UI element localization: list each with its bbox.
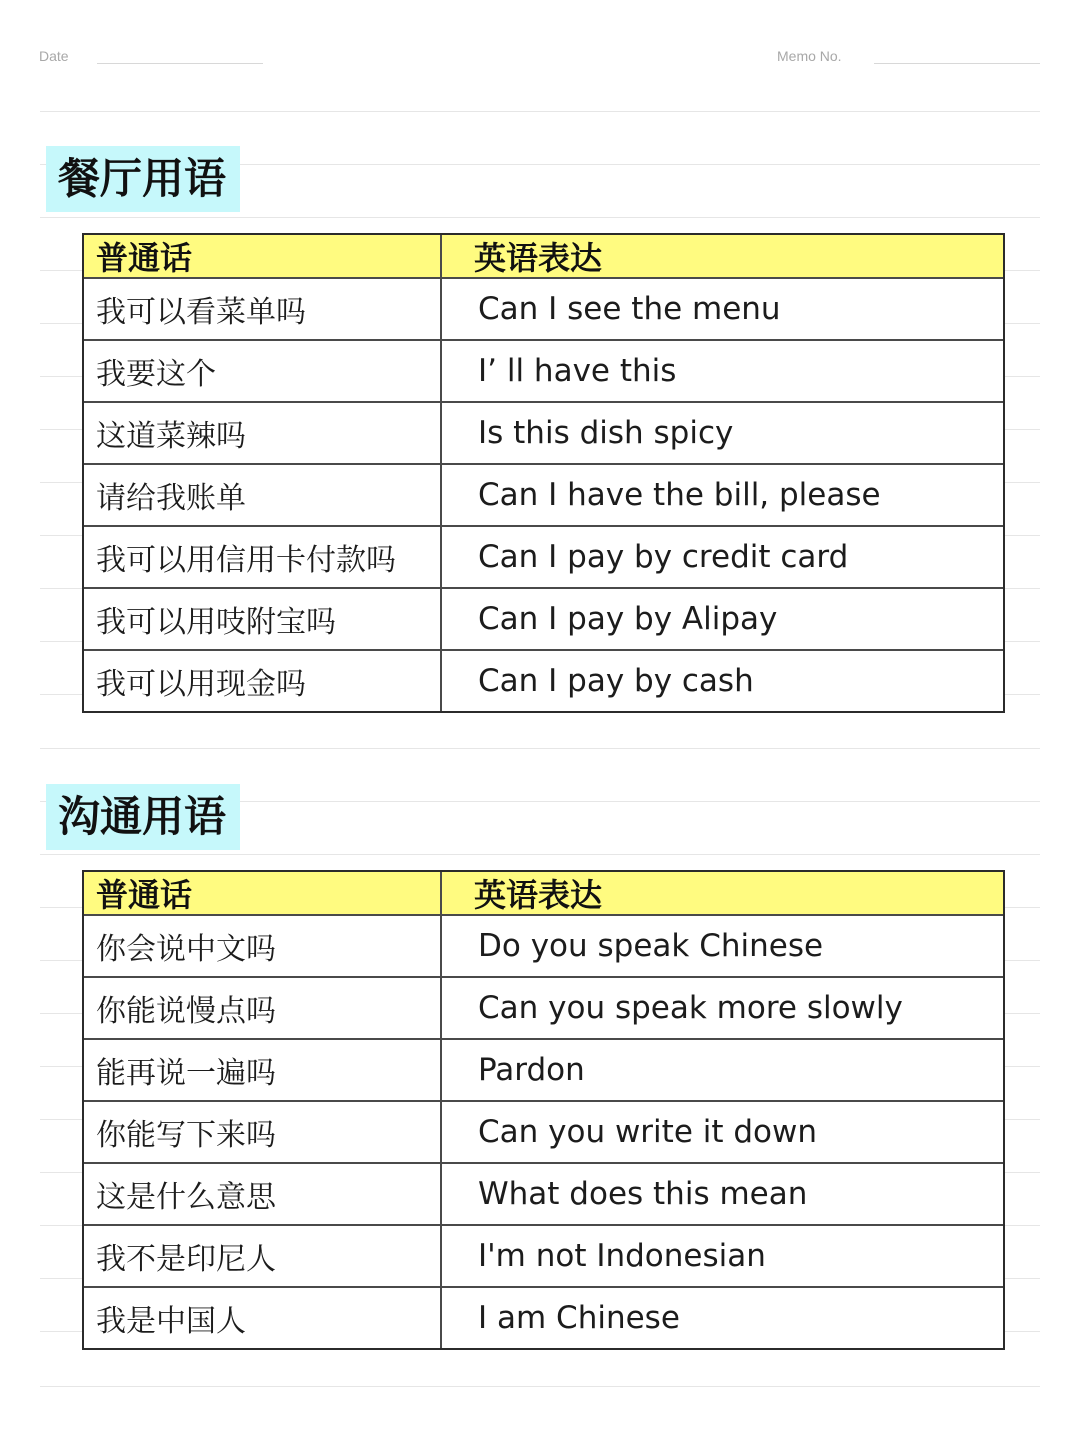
ruled-line	[1005, 429, 1040, 430]
mandarin-cell: 我可以看菜单吗	[84, 279, 442, 339]
table-row	[84, 339, 1003, 401]
table-row	[84, 914, 1003, 976]
ruled-line	[1005, 1278, 1040, 1279]
ruled-line	[1005, 588, 1040, 589]
mandarin-cell: 你能说慢点吗	[84, 978, 442, 1038]
ruled-line	[40, 1119, 82, 1120]
ruled-line	[1005, 907, 1040, 908]
ruled-line	[40, 535, 82, 536]
ruled-line	[1005, 535, 1040, 536]
table-row	[84, 1162, 1003, 1224]
table-row	[84, 1100, 1003, 1162]
english-cell: Can I have the bill, please	[478, 477, 881, 513]
ruled-line	[1005, 641, 1040, 642]
ruled-line	[1005, 694, 1040, 695]
mandarin-cell: 我可以用信用卡付款吗	[84, 527, 442, 587]
ruled-line	[1005, 960, 1040, 961]
mandarin-cell: 你会说中文吗	[84, 916, 442, 976]
ruled-line	[40, 1278, 82, 1279]
english-cell: Do you speak Chinese	[478, 928, 824, 964]
table-row	[84, 401, 1003, 463]
mandarin-cell: 我是中国人	[84, 1288, 442, 1348]
ruled-line	[1005, 1225, 1040, 1226]
english-cell: Can I see the menu	[478, 291, 781, 327]
memo-line	[874, 63, 1040, 64]
ruled-line	[40, 217, 1040, 218]
ruled-line	[40, 641, 82, 642]
column-header-english: 英语表达	[474, 876, 603, 914]
ruled-line	[1005, 376, 1040, 377]
table-row	[84, 1224, 1003, 1286]
english-cell: Can I pay by cash	[478, 663, 754, 699]
ruled-line	[1005, 482, 1040, 483]
ruled-line	[40, 854, 1040, 855]
mandarin-cell: 这是什么意思	[84, 1164, 442, 1224]
ruled-line	[40, 429, 82, 430]
table-row	[84, 463, 1003, 525]
english-cell: Can you write it down	[478, 1114, 818, 1150]
date-label: Date	[39, 48, 69, 64]
ruled-line	[40, 111, 1040, 112]
ruled-line	[40, 270, 82, 271]
mandarin-cell: 我可以用吱附宝吗	[84, 589, 442, 649]
table-row	[84, 277, 1003, 339]
english-cell: I'm not Indonesian	[478, 1238, 766, 1274]
english-cell: What does this mean	[478, 1176, 808, 1212]
english-cell: Is this dish spicy	[478, 415, 734, 451]
column-header-mandarin: 普通话	[84, 872, 442, 914]
ruled-line	[40, 323, 82, 324]
mandarin-cell: 我可以用现金吗	[84, 651, 442, 711]
section-title-communication: 沟通用语	[46, 784, 240, 850]
table-row	[84, 976, 1003, 1038]
mandarin-cell: 你能写下来吗	[84, 1102, 442, 1162]
english-cell: I am Chinese	[478, 1300, 680, 1336]
mandarin-cell: 这道菜辣吗	[84, 403, 442, 463]
restaurant-phrases-table	[82, 233, 1005, 713]
ruled-line	[40, 694, 82, 695]
ruled-line	[1005, 270, 1040, 271]
english-cell: Can I pay by credit card	[478, 539, 849, 575]
ruled-line	[1005, 1013, 1040, 1014]
ruled-line	[40, 376, 82, 377]
ruled-line	[1005, 1331, 1040, 1332]
ruled-line	[40, 1331, 82, 1332]
column-header-english: 英语表达	[474, 239, 603, 277]
ruled-line	[1005, 1172, 1040, 1173]
ruled-line	[40, 482, 82, 483]
table-row	[84, 1038, 1003, 1100]
mandarin-cell: 我要这个	[84, 341, 442, 401]
ruled-line	[40, 1386, 1040, 1387]
ruled-line	[40, 907, 82, 908]
ruled-line	[1005, 323, 1040, 324]
date-line	[97, 63, 263, 64]
table-row	[84, 587, 1003, 649]
table-header-row	[84, 872, 1003, 914]
mandarin-cell: 请给我账单	[84, 465, 442, 525]
ruled-line	[40, 960, 82, 961]
ruled-line	[40, 1225, 82, 1226]
english-cell: Can I pay by Alipay	[478, 601, 778, 637]
section-title-restaurant: 餐厅用语	[46, 146, 240, 212]
english-cell: Pardon	[478, 1052, 585, 1088]
memo-label: Memo No.	[777, 48, 842, 64]
table-row	[84, 1286, 1003, 1348]
ruled-line	[40, 748, 1040, 749]
ruled-line	[1005, 1119, 1040, 1120]
ruled-line	[40, 1066, 82, 1067]
table-row	[84, 525, 1003, 587]
ruled-line	[1005, 1066, 1040, 1067]
ruled-line	[40, 1172, 82, 1173]
english-cell: I’ ll have this	[478, 353, 677, 389]
mandarin-cell: 能再说一遍吗	[84, 1040, 442, 1100]
mandarin-cell: 我不是印尼人	[84, 1226, 442, 1286]
column-header-mandarin: 普通话	[84, 235, 442, 277]
table-row	[84, 649, 1003, 711]
table-header-row	[84, 235, 1003, 277]
english-cell: Can you speak more slowly	[478, 990, 903, 1026]
ruled-line	[40, 1013, 82, 1014]
ruled-line	[40, 588, 82, 589]
communication-phrases-table	[82, 870, 1005, 1350]
